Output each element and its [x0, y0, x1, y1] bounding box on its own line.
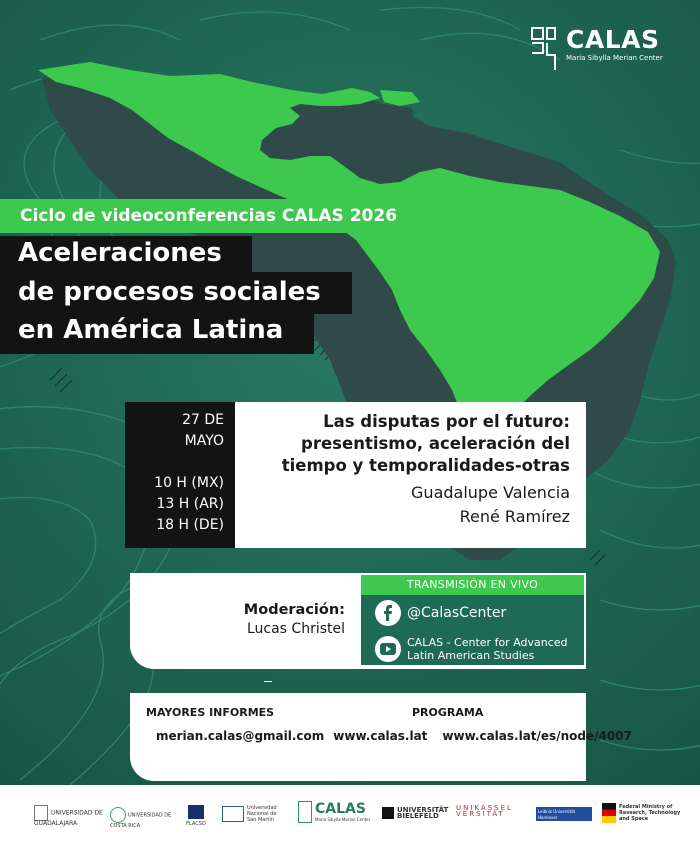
title-line-3: en América Latina [0, 312, 314, 354]
event-card [125, 402, 586, 548]
ucr-seal-icon [110, 807, 126, 823]
brand-name: CALAS [566, 25, 660, 54]
info-card [130, 693, 632, 781]
speaker-2: René Ramírez [459, 507, 570, 526]
moderation-card [130, 573, 586, 669]
more-info-label: MAYORES INFORMES [146, 706, 275, 719]
partner-kassel: UNIKASSEL VERSITÄT [456, 804, 513, 818]
unsam-book-icon [222, 806, 244, 822]
moderation-label: Moderación: [243, 602, 345, 618]
contact-email[interactable]: merian.calas@gmail.com [156, 729, 325, 743]
flacso-logo-icon [188, 805, 204, 819]
event-date-block [125, 402, 235, 548]
partner-bielefeld: UNIVERSITÄT BIELEFELD [382, 807, 452, 819]
partner-leibniz: Leibniz Universität Hannover [536, 807, 598, 821]
partner-flacso: FLACSO [184, 805, 208, 827]
event-time-mx: 10 H (MX) [154, 475, 224, 491]
youtube-link[interactable] [361, 631, 584, 667]
divider [264, 681, 272, 682]
calas-small-logo-icon [298, 801, 312, 823]
talk-title-line-3: tiempo y temporalidades-otras [281, 456, 570, 475]
title-line-1: Aceleraciones [0, 236, 252, 272]
partner-ucr: UNIVERSIDAD DE COSTA RICA [110, 807, 172, 829]
partner-udg: UNIVERSIDAD DE GUADALAJARA [34, 805, 104, 827]
event-date-month: MAYO [184, 433, 224, 449]
partner-bmftr: Federal Ministry of Research, Technology and Space [602, 803, 692, 823]
facebook-handle: @CalasCenter [407, 605, 507, 621]
talk-title-line-2: presentismo, aceleración del [301, 434, 570, 453]
live-stream-heading: TRANSMISIÓN EN VIVO [361, 575, 584, 595]
youtube-icon [375, 636, 401, 662]
event-date-day: 27 DE [182, 412, 224, 428]
partner-unsam: Universidad Nacional de San Martín [222, 805, 292, 823]
event-time-de: 18 H (DE) [156, 517, 224, 533]
youtube-channel-line-2: Latin American Studies [407, 649, 535, 662]
bielefeld-logo-icon [382, 807, 394, 819]
facebook-link[interactable] [361, 595, 584, 631]
calas-logo-icon [530, 26, 560, 72]
series-label: Ciclo de videoconferencias CALAS 2026 [0, 199, 449, 233]
title-line-2: de procesos sociales [0, 272, 352, 314]
brand-subtitle: Maria Sibylla Merian Center [566, 54, 663, 62]
partner-calas: CALAS Maria Sibylla Merian Center [298, 801, 372, 823]
youtube-channel-line-1: CALAS - Center for Advanced [407, 636, 568, 649]
moderator-name: Lucas Christel [246, 621, 345, 637]
german-flag-eagle-icon [602, 803, 616, 823]
program-link[interactable]: www.calas.lat/es/node/4007 [442, 729, 632, 743]
website-link[interactable]: www.calas.lat [333, 729, 428, 743]
speaker-1: Guadalupe Valencia [411, 483, 570, 502]
partner-logos-strip [0, 785, 700, 845]
program-label: PROGRAMA [412, 706, 484, 719]
facebook-icon [375, 600, 401, 626]
event-time-ar: 13 H (AR) [156, 496, 224, 512]
event-details [235, 402, 586, 548]
udg-crest-icon [34, 805, 48, 821]
live-stream-panel [361, 573, 586, 667]
calas-logo [530, 26, 663, 72]
talk-title-line-1: Las disputas por el futuro: [323, 412, 570, 431]
